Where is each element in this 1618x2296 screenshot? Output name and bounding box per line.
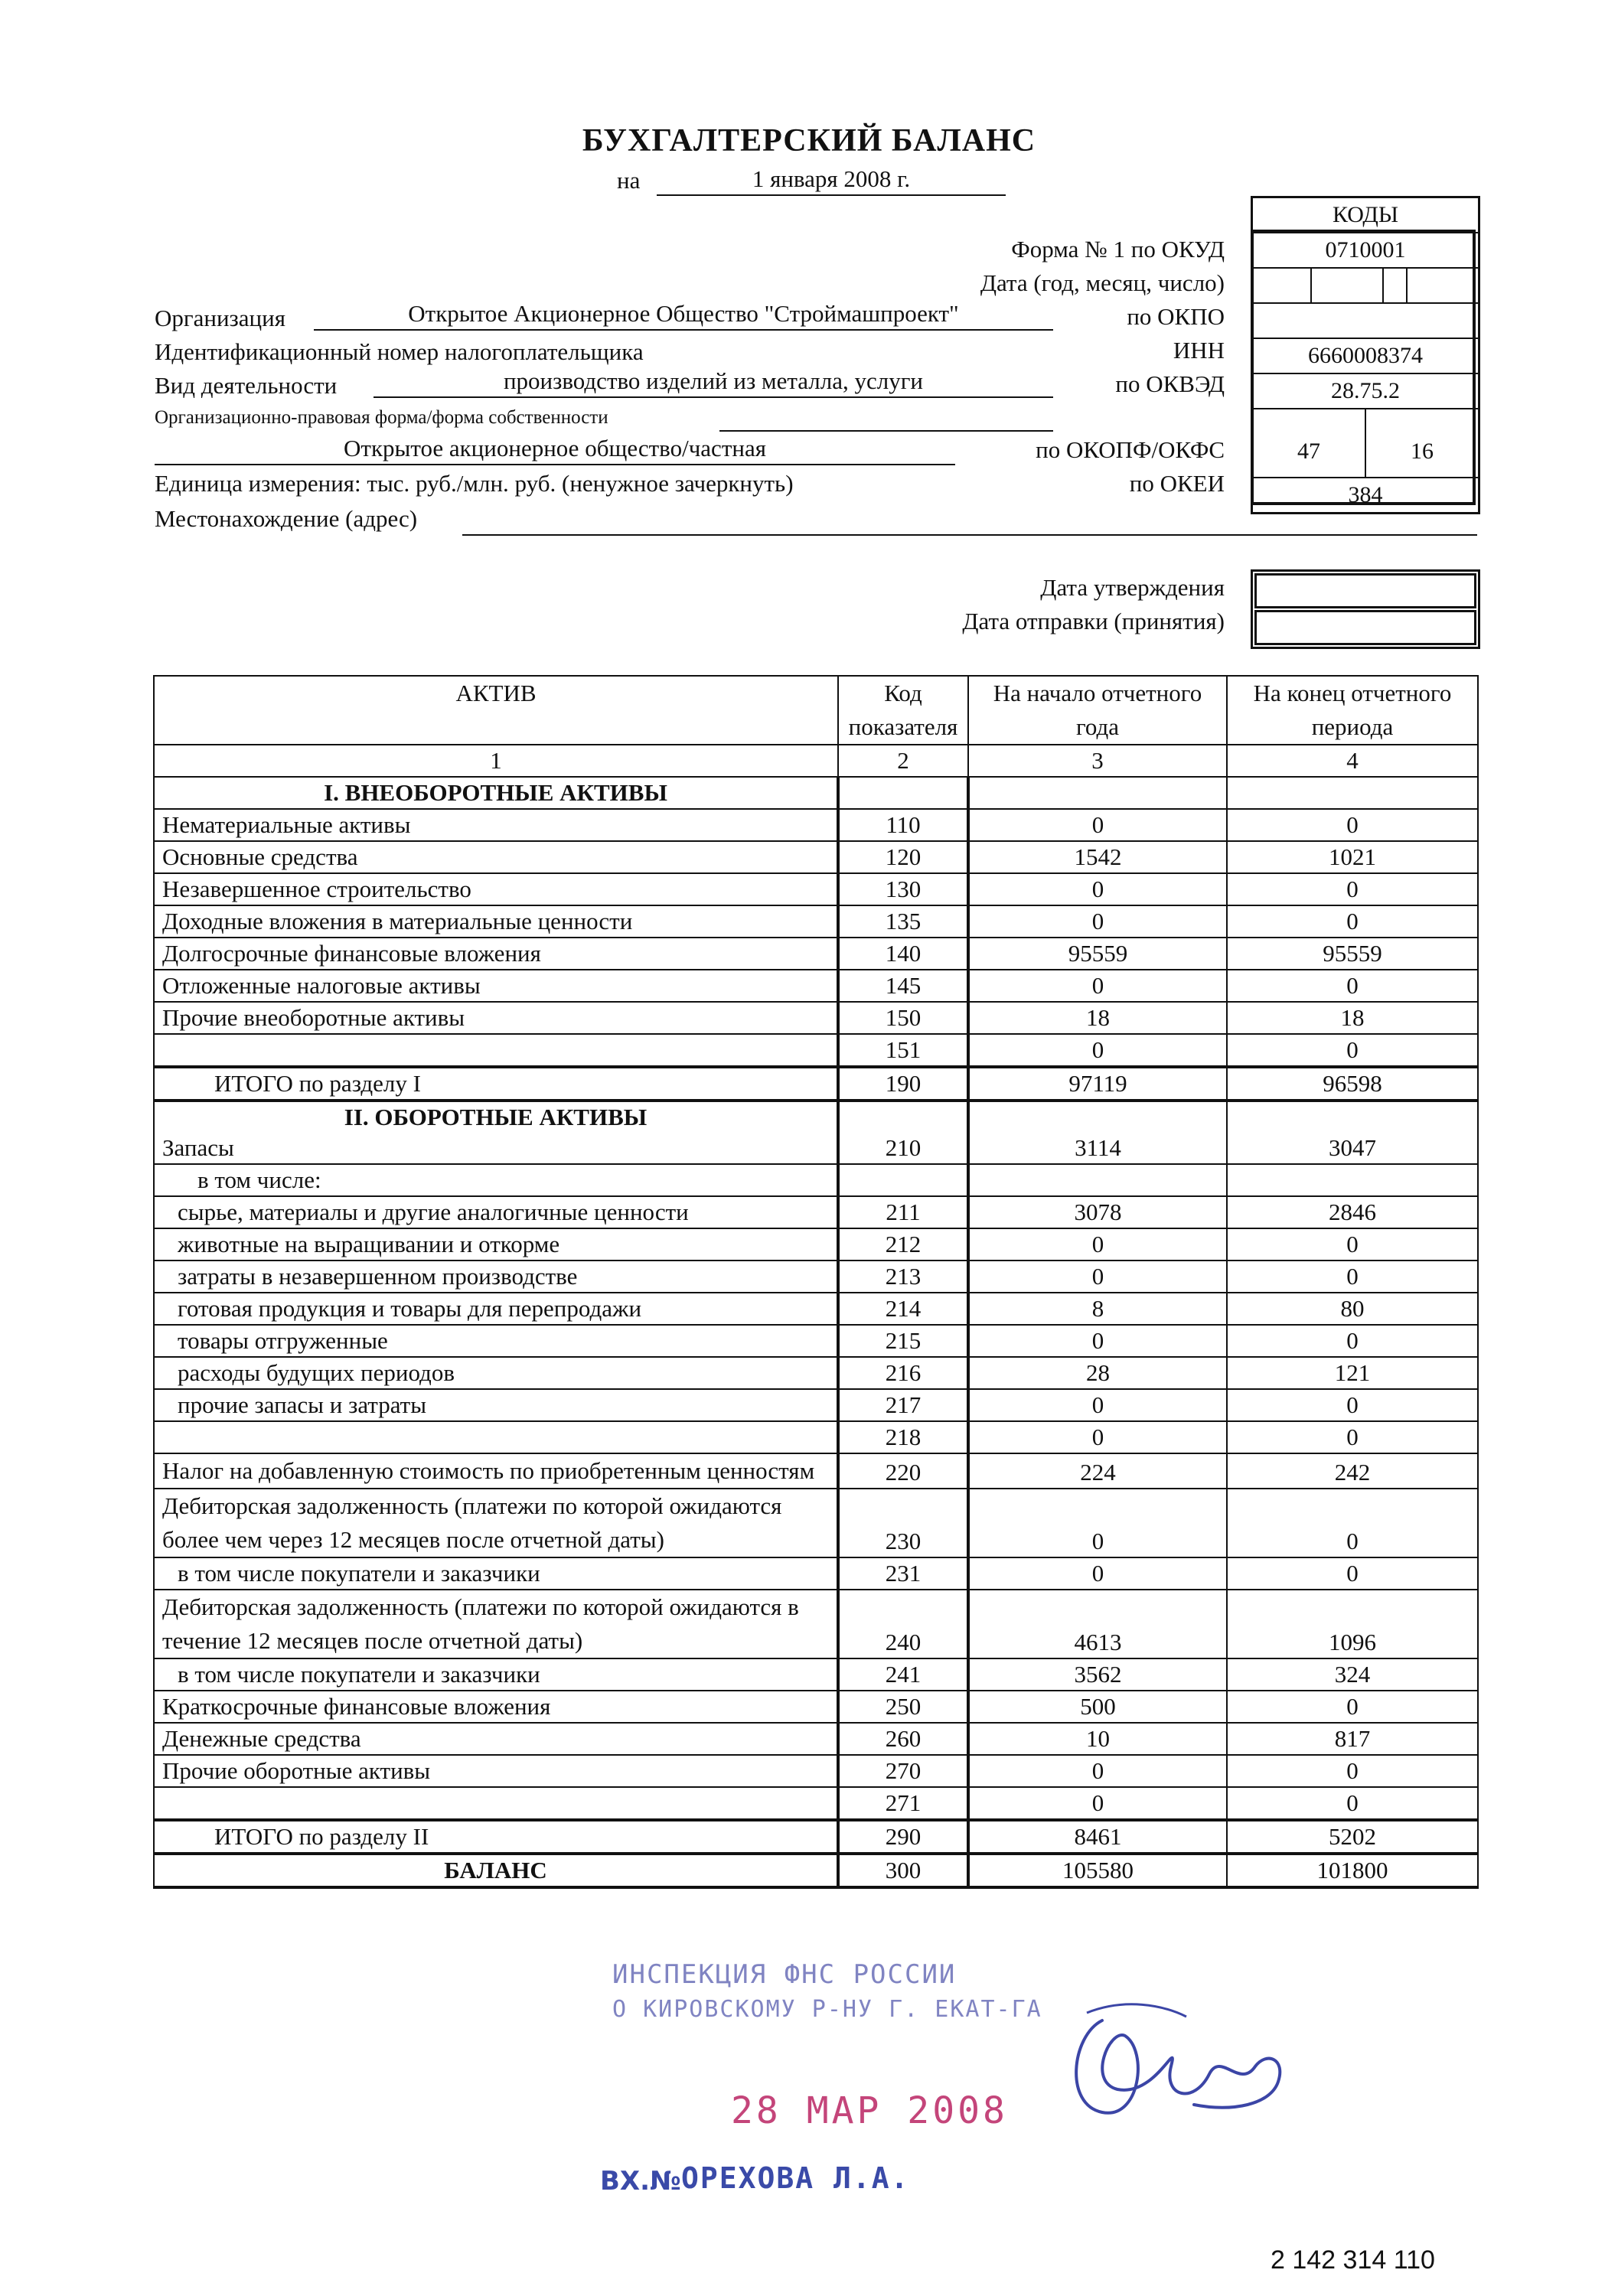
end-value: 242: [1227, 1453, 1478, 1489]
balance-table: [153, 675, 1479, 1889]
end-value: 80: [1227, 1293, 1478, 1325]
start-value: 105580: [968, 1854, 1227, 1887]
start-value: 0: [968, 1787, 1227, 1820]
end-value: 1096: [1227, 1590, 1478, 1658]
end-value: 324: [1227, 1658, 1478, 1691]
row-label: прочие запасы и затраты: [154, 1389, 838, 1421]
start-value: 0: [968, 1034, 1227, 1067]
table-row: [154, 1489, 1478, 1557]
section-heading: II. ОБОРОТНЫЕ АКТИВЫ: [344, 1104, 648, 1130]
row-label: Прочие оборотные активы: [154, 1755, 838, 1787]
row-label: [154, 1101, 838, 1164]
date-code: [1253, 267, 1478, 302]
code-cell: 151: [838, 1034, 968, 1067]
table-row: [154, 1002, 1478, 1034]
start-value: 97119: [968, 1067, 1227, 1101]
okpo-code: [1253, 302, 1478, 338]
table-row: [154, 1196, 1478, 1228]
okopf-okfs-code: [1253, 408, 1478, 477]
end-value: 5202: [1227, 1820, 1478, 1854]
start-value: 3562: [968, 1658, 1227, 1691]
table-row: [154, 1658, 1478, 1691]
row-label: затраты в незавершенном производстве: [154, 1261, 838, 1293]
col-index: 1: [154, 745, 838, 777]
start-cell: [968, 777, 1227, 809]
table-row: [154, 1357, 1478, 1389]
table-row: [154, 777, 1478, 809]
table-row: [154, 1691, 1478, 1723]
row-label: Незавершенное строительство: [154, 873, 838, 905]
end-value: 0: [1227, 1691, 1478, 1723]
end-cell: [1227, 777, 1478, 809]
table-row: [154, 809, 1478, 841]
table-row: [154, 1453, 1478, 1489]
inn-long-label: Идентификационный номер налогоплательщика: [155, 338, 644, 365]
table-row: [154, 905, 1478, 938]
code-cell: 230: [838, 1489, 968, 1557]
start-value: 4613: [968, 1590, 1227, 1658]
col-header-end: На конец отчетного периода: [1227, 676, 1478, 745]
end-value: 0: [1227, 970, 1478, 1002]
table-row: [154, 1723, 1478, 1755]
code-cell: 140: [838, 938, 968, 970]
okfs-value: 16: [1365, 409, 1478, 477]
codes-box: [1251, 196, 1480, 514]
row-label: в том числе покупатели и заказчики: [154, 1658, 838, 1691]
code-cell: 240: [838, 1590, 968, 1658]
okud-label: Форма № 1 по ОКУД: [1011, 236, 1225, 263]
row-label: в том числе:: [154, 1164, 838, 1196]
legal-form-value: Открытое акционерное общество/частная: [155, 435, 955, 465]
code-cell: [838, 1164, 968, 1196]
okpo-label: по ОКПО: [1127, 303, 1225, 330]
table-row: [154, 1787, 1478, 1820]
start-value: 10: [968, 1723, 1227, 1755]
okved-label: по ОКВЭД: [1115, 370, 1225, 397]
end-value: 0: [1227, 1261, 1478, 1293]
table-row: [154, 1228, 1478, 1261]
col-index: 4: [1227, 745, 1478, 777]
row-label: в том числе покупатели и заказчики: [154, 1557, 838, 1590]
inspector-name-stamp: ОРЕХОВА Л.А.: [681, 2161, 910, 2195]
code-cell: 270: [838, 1755, 968, 1787]
table-row: [154, 1421, 1478, 1453]
end-value: 96598: [1227, 1067, 1478, 1101]
table-row: [154, 841, 1478, 873]
code-cell: 260: [838, 1723, 968, 1755]
code-cell: 290: [838, 1820, 968, 1854]
col-index: 2: [838, 745, 968, 777]
start-value: 0: [968, 905, 1227, 938]
code-cell: 241: [838, 1658, 968, 1691]
end-value: 0: [1227, 905, 1478, 938]
code-cell: 217: [838, 1389, 968, 1421]
end-value: 0: [1227, 1755, 1478, 1787]
row-label: [154, 1421, 838, 1453]
sent-date-label: Дата отправки (принятия): [962, 608, 1225, 634]
section-heading: I. ВНЕОБОРОТНЫЕ АКТИВЫ: [154, 777, 838, 809]
table-row: [154, 1325, 1478, 1357]
codes-header: КОДЫ: [1332, 202, 1399, 227]
start-value: 18: [968, 1002, 1227, 1034]
start-value: 8: [968, 1293, 1227, 1325]
table-row: [154, 1293, 1478, 1325]
end-value: 0: [1227, 1228, 1478, 1261]
okei-label: по ОКЕИ: [1129, 470, 1225, 497]
end-value: 101800: [1227, 1854, 1478, 1887]
start-value: 0: [968, 1389, 1227, 1421]
table-row: [154, 1101, 1478, 1164]
row-label: Денежные средства: [154, 1723, 838, 1755]
okopf-label: по ОКОПФ/ОКФС: [1036, 436, 1225, 463]
table-row: [154, 873, 1478, 905]
code-cell: 231: [838, 1557, 968, 1590]
barcode-number: 2 142 314 110: [1271, 2245, 1435, 2275]
date-prefix: на: [617, 167, 641, 194]
start-value: 0: [968, 1261, 1227, 1293]
table-row: [154, 1820, 1478, 1854]
start-value: 28: [968, 1357, 1227, 1389]
table-row: [154, 1261, 1478, 1293]
approval-date-label: Дата утверждения: [1040, 574, 1225, 601]
row-label: Дебиторская задолженность (платежи по которой ожидаются более чем через 12 месяцев после отчетной даты): [154, 1489, 838, 1557]
end-value: 0: [1227, 1557, 1478, 1590]
code-cell: 215: [838, 1325, 968, 1357]
col-header-code: Код показателя: [838, 676, 968, 745]
sent-date-field: [1254, 610, 1476, 645]
start-value: 3114: [968, 1101, 1227, 1164]
start-value: 95559: [968, 938, 1227, 970]
table-row: [154, 1854, 1478, 1887]
unit-label: Единица измерения: тыс. руб./млн. руб. (ненужное зачеркнуть): [155, 470, 794, 497]
end-value: 95559: [1227, 938, 1478, 970]
start-value: 0: [968, 809, 1227, 841]
code-cell: [838, 777, 968, 809]
col-header-asset: АКТИВ: [154, 676, 838, 745]
org-label: Организация: [155, 305, 285, 331]
code-cell: 150: [838, 1002, 968, 1034]
row-label: Долгосрочные финансовые вложения: [154, 938, 838, 970]
table-row: [154, 1590, 1478, 1658]
start-value: 1542: [968, 841, 1227, 873]
row-label: Нематериальные активы: [154, 809, 838, 841]
code-cell: 220: [838, 1453, 968, 1489]
row-label: готовая продукция и товары для перепродажи: [154, 1293, 838, 1325]
approval-date-field: [1254, 573, 1476, 608]
approval-dates-box: [1251, 569, 1480, 649]
legal-form-line: [719, 430, 1053, 432]
code-cell: 135: [838, 905, 968, 938]
end-value: 2846: [1227, 1196, 1478, 1228]
code-cell: 216: [838, 1357, 968, 1389]
end-value: 0: [1227, 1489, 1478, 1557]
inn-code: 6660008374: [1253, 338, 1478, 373]
received-date-stamp: 28 МАР 2008: [731, 2089, 1008, 2132]
start-value: 224: [968, 1453, 1227, 1489]
code-cell: 271: [838, 1787, 968, 1820]
code-cell: 250: [838, 1691, 968, 1723]
start-value: 0: [968, 1755, 1227, 1787]
table-row: [154, 1557, 1478, 1590]
row-label: Краткосрочные финансовые вложения: [154, 1691, 838, 1723]
row-label: ИТОГО по разделу II: [154, 1820, 838, 1854]
end-value: 0: [1227, 1034, 1478, 1067]
end-value: 0: [1227, 1421, 1478, 1453]
end-value: [1227, 1164, 1478, 1196]
end-value: 3047: [1227, 1101, 1478, 1164]
code-cell: 211: [838, 1196, 968, 1228]
legal-form-label: Организационно-правовая форма/форма собственности: [155, 407, 608, 428]
activity-label: Вид деятельности: [155, 372, 338, 399]
start-value: 0: [968, 1557, 1227, 1590]
balance-rows: [154, 777, 1478, 1887]
end-value: 0: [1227, 1787, 1478, 1820]
okei-code: 384: [1253, 477, 1478, 512]
row-label: Отложенные налоговые активы: [154, 970, 838, 1002]
table-row: [154, 1067, 1478, 1101]
start-value: 0: [968, 1421, 1227, 1453]
signature-icon: [1056, 1990, 1301, 2143]
code-cell: 120: [838, 841, 968, 873]
row-sublabel: Запасы: [162, 1134, 234, 1161]
code-cell: 130: [838, 873, 968, 905]
end-value: 0: [1227, 1325, 1478, 1357]
start-value: 8461: [968, 1820, 1227, 1854]
start-value: 0: [968, 873, 1227, 905]
inspection-stamp-line1: ИНСПЕКЦИЯ ФНС РОССИИ: [612, 1959, 957, 1990]
date-label: Дата (год, месяц, число): [980, 269, 1225, 296]
okopf-value: 47: [1297, 439, 1320, 464]
document-title: БУХГАЛТЕРСКИЙ БАЛАНС: [582, 123, 1036, 158]
end-value: 0: [1227, 809, 1478, 841]
end-value: 18: [1227, 1002, 1478, 1034]
okud-code: 0710001: [1253, 232, 1478, 267]
activity-value: производство изделий из металла, услуги: [374, 367, 1053, 398]
start-value: 500: [968, 1691, 1227, 1723]
table-row: [154, 1755, 1478, 1787]
org-name: Открытое Акционерное Общество "Строймашпроект": [314, 300, 1053, 331]
start-value: 0: [968, 1228, 1227, 1261]
row-label: [154, 1787, 838, 1820]
report-date: 1 января 2008 г.: [657, 165, 1006, 196]
row-label: Доходные вложения в материальные ценности: [154, 905, 838, 938]
row-label: расходы будущих периодов: [154, 1357, 838, 1389]
row-label: ИТОГО по разделу I: [154, 1067, 838, 1101]
start-value: [968, 1164, 1227, 1196]
table-row: [154, 970, 1478, 1002]
end-value: 0: [1227, 1389, 1478, 1421]
address-line: [462, 534, 1477, 536]
start-value: 0: [968, 1489, 1227, 1557]
start-value: 0: [968, 970, 1227, 1002]
code-cell: 212: [838, 1228, 968, 1261]
col-header-start: На начало отчетного года: [968, 676, 1227, 745]
code-cell: 218: [838, 1421, 968, 1453]
incoming-number-label: ВХ.№: [600, 2166, 681, 2197]
table-row: [154, 1389, 1478, 1421]
code-cell: 300: [838, 1854, 968, 1887]
code-cell: 214: [838, 1293, 968, 1325]
end-value: 0: [1227, 873, 1478, 905]
code-cell: 213: [838, 1261, 968, 1293]
col-index: 3: [968, 745, 1227, 777]
end-value: 121: [1227, 1357, 1478, 1389]
signature: [1056, 1990, 1301, 2147]
table-row: [154, 938, 1478, 970]
okved-code: 28.75.2: [1253, 373, 1478, 408]
code-cell: 145: [838, 970, 968, 1002]
address-label: Местонахождение (адрес): [155, 505, 418, 532]
row-label: товары отгруженные: [154, 1325, 838, 1357]
row-label: Основные средства: [154, 841, 838, 873]
row-label: Дебиторская задолженность (платежи по которой ожидаются в течение 12 месяцев после отчетной даты): [154, 1590, 838, 1658]
row-label: сырье, материалы и другие аналогичные ценности: [154, 1196, 838, 1228]
row-label: Налог на добавленную стоимость по приобретенным ценностям: [154, 1453, 838, 1489]
inspection-stamp-line2: О КИРОВСКОМУ Р-НУ Г. ЕКАТ-ГА: [612, 1996, 1042, 2023]
table-row: [154, 1164, 1478, 1196]
start-value: 3078: [968, 1196, 1227, 1228]
code-cell: 190: [838, 1067, 968, 1101]
start-value: 0: [968, 1325, 1227, 1357]
row-label: [154, 1034, 838, 1067]
table-row: [154, 1034, 1478, 1067]
end-value: 817: [1227, 1723, 1478, 1755]
end-value: 1021: [1227, 841, 1478, 873]
code-cell: 210: [838, 1101, 968, 1164]
code-cell: 110: [838, 809, 968, 841]
row-label: Прочие внеоборотные активы: [154, 1002, 838, 1034]
row-label: животные на выращивании и откорме: [154, 1228, 838, 1261]
row-label: БАЛАНС: [154, 1854, 838, 1887]
inn-label: ИНН: [1173, 337, 1225, 364]
